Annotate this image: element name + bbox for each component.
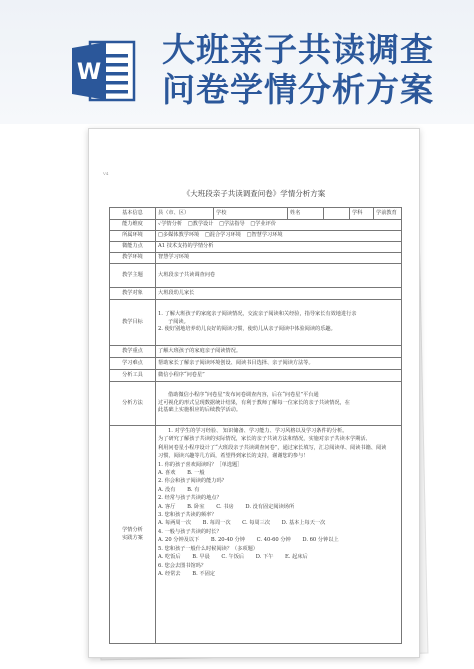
goal-line: 1. 了解大班孩子的家庭亲子阅读情况，交流亲子阅读和关经验，指导家长有效地进行亲 — [158, 311, 357, 318]
question-text: 2. 经常与孩子共读的地点？ — [158, 495, 222, 502]
page-title — [162, 30, 462, 110]
table-row — [110, 382, 402, 426]
practice-intro-line: 习惯，阅读兴趣等几方面，希望得到家长的支持，谢谢您的参与！ — [158, 453, 309, 460]
question-option[interactable]: A. 20 分钟及以下 — [158, 537, 200, 544]
topic-value: 大班段亲子共读调查问卷 — [156, 264, 402, 288]
title-line-2: 问卷学情分析方案 — [162, 70, 434, 109]
svg-text:W: W — [76, 60, 102, 85]
table-row — [110, 300, 402, 346]
title-line-1: 大班亲子共读调查 — [162, 30, 434, 69]
question-option[interactable]: A. 每两周一次 — [158, 520, 191, 527]
corner-mark: V4 — [103, 171, 109, 176]
practice-intro-line: 利用问卷星小程序设计了“大班段亲子共读调查问卷”，通过家长填写，汇总阅读单、阅读书籍、阅读 — [158, 444, 387, 451]
header-banner — [0, 0, 474, 124]
analysis-line: 过可视化的形式呈现数据统计结果，有利于教师了解每一位家长的亲子共读情况，在 — [158, 399, 350, 406]
analysis-line: 借助微信小程序“问卷星”发布问卷调查内容，后在“问卷星”平台通 — [168, 392, 319, 399]
question-option[interactable]: C. 每周三次 — [242, 520, 271, 527]
tool-label: 分析工具 — [110, 370, 156, 382]
document-preview — [88, 128, 420, 658]
question-text: 4. 一般与孩子共读的时长？ — [158, 528, 222, 535]
goal-line: 2. 使好别地培养幼儿良好的阅读习惯，使幼儿从亲子阅读中体验阅读的乐趣。 — [158, 326, 336, 333]
key-point-label: 教学重点 — [110, 346, 156, 358]
environment-label: 所属环境 — [110, 231, 156, 242]
question-text: 1. 你的孩子喜欢阅读吗？［单选题］ — [158, 461, 243, 468]
question-option[interactable]: D. 没有固定阅读场所 — [245, 503, 295, 510]
key-point-value: 了解大班孩子的家庭亲子阅读情况。 — [156, 346, 402, 358]
practice-label — [110, 426, 156, 644]
table-row — [110, 231, 402, 242]
micro-ability-label: 微能力点 — [110, 242, 156, 253]
target-value: 大班段幼儿家长 — [156, 288, 402, 300]
table-row — [110, 288, 402, 300]
county-cell: 县（市、区） — [156, 208, 214, 220]
table-row — [110, 253, 402, 264]
goal-value — [156, 300, 402, 346]
table-row — [110, 220, 402, 231]
question-option[interactable]: B. 早晨 — [192, 554, 210, 561]
question-options — [158, 469, 399, 477]
analysis-line: 此基础上实施相应的后续教学活动。 — [158, 407, 242, 414]
question-options — [158, 503, 399, 511]
name-cell: 姓名 — [288, 208, 324, 220]
question-option[interactable]: E. 起床后 — [285, 554, 308, 561]
question-option[interactable]: B. 不固定 — [192, 570, 215, 577]
tool-value: 微信小程序“问卷星” — [156, 370, 402, 382]
question-option[interactable]: C. 午饭后 — [221, 554, 245, 561]
ability-label: 能力维度 — [110, 220, 156, 231]
question-text: 5. 您和孩子一般什么时候阅读？（多项题） — [158, 545, 258, 552]
question-options — [158, 536, 399, 544]
question-text: 2. 你会和孩子阅读的能力吗？ — [158, 478, 227, 485]
basic-info-label: 基本信息 — [110, 208, 156, 220]
question-text: 3. 您和孩子共读的频率？ — [158, 512, 217, 519]
table-row — [110, 370, 402, 382]
subject-cell: 学科 — [350, 208, 374, 220]
question-option[interactable]: A. 客厅 — [158, 503, 176, 510]
goal-label: 教学目标 — [110, 300, 156, 346]
environment-option[interactable]: □混合学习环境 — [204, 232, 241, 239]
question-option[interactable]: A. 经常去 — [158, 570, 181, 577]
environment-option[interactable]: □多媒体教学环境 — [158, 232, 200, 239]
question-option[interactable]: B. 每周一次 — [202, 520, 231, 527]
name-value-cell — [324, 208, 350, 220]
question-option[interactable]: A. 喜欢 — [158, 470, 176, 477]
table-row — [110, 242, 402, 253]
environment-option[interactable]: □智慧学习环境 — [246, 232, 283, 239]
target-label: 教学对象 — [110, 288, 156, 300]
question-option[interactable]: B. 一般 — [187, 470, 205, 477]
ability-option[interactable]: ✓学情分析 — [158, 221, 183, 228]
question-options — [158, 570, 399, 578]
teaching-env-value: 智慧学习环境 — [156, 253, 402, 264]
table-row — [110, 264, 402, 288]
practice-content — [156, 426, 402, 644]
practice-intro-line: 1. 对学生的学习经验、 知识储备、学习能力、学习风格以及学习条件的分析。 — [168, 428, 348, 434]
micro-ability-value: A1 技术支持的学情分析 — [156, 242, 402, 253]
practice-label-line: 实践方案 — [122, 534, 143, 541]
teaching-env-label: 教学环境 — [110, 253, 156, 264]
question-option[interactable]: D. 下午 — [255, 554, 274, 561]
environment-options — [156, 231, 402, 242]
topic-label: 教学主题 — [110, 264, 156, 288]
difficulty-label: 学习难点 — [110, 358, 156, 370]
question-option[interactable]: B. 有 — [187, 486, 200, 493]
practice-intro-line: 为了研究了解孩子共读的实际情况，家长的亲子共读方法和情况，实施对亲子共读本学期活、 — [158, 436, 371, 443]
question-option[interactable]: A. 吃饭后 — [158, 554, 181, 561]
ability-option[interactable]: □学业评价 — [250, 221, 277, 228]
question-option[interactable]: D. 60 分钟以上 — [302, 537, 339, 544]
question-options — [158, 553, 399, 561]
table-row — [110, 426, 402, 644]
document-title: 《大班段亲子共读调查问卷》学情分析方案 — [182, 189, 326, 198]
school-cell: 学校 — [214, 208, 288, 220]
analysis-method-label: 分析方法 — [110, 382, 156, 426]
question-option[interactable]: D. 基本上每天一次 — [281, 520, 326, 527]
question-option[interactable]: C. 40-60 分钟 — [256, 537, 291, 544]
practice-label-line: 学情分析 — [122, 527, 143, 533]
word-document-icon — [70, 38, 140, 104]
ability-option[interactable]: □学法指导 — [219, 221, 245, 228]
table-row — [110, 208, 402, 220]
question-option[interactable]: A. 没有 — [158, 486, 176, 493]
ability-options — [156, 220, 402, 231]
difficulty-value: 帮助家长了解亲子阅读环境创设、阅读书目选择、亲子阅读方法等。 — [156, 358, 402, 370]
question-options — [158, 486, 399, 494]
table-row — [110, 358, 402, 370]
question-option[interactable]: B. 20-40 分钟 — [210, 537, 245, 544]
table-row — [110, 346, 402, 358]
question-option[interactable]: B. 卧室 — [187, 503, 205, 510]
goal-line: 子阅读。 — [168, 318, 189, 325]
ability-option[interactable]: □教学设计 — [187, 221, 214, 228]
question-options — [158, 519, 399, 527]
analysis-table — [109, 207, 402, 644]
analysis-method-value — [156, 382, 402, 426]
question-text: 6. 您会去图书馆吗？ — [158, 562, 207, 569]
subject-value-cell: 学前教育 — [374, 208, 402, 220]
question-option[interactable]: C. 书房 — [216, 503, 234, 510]
